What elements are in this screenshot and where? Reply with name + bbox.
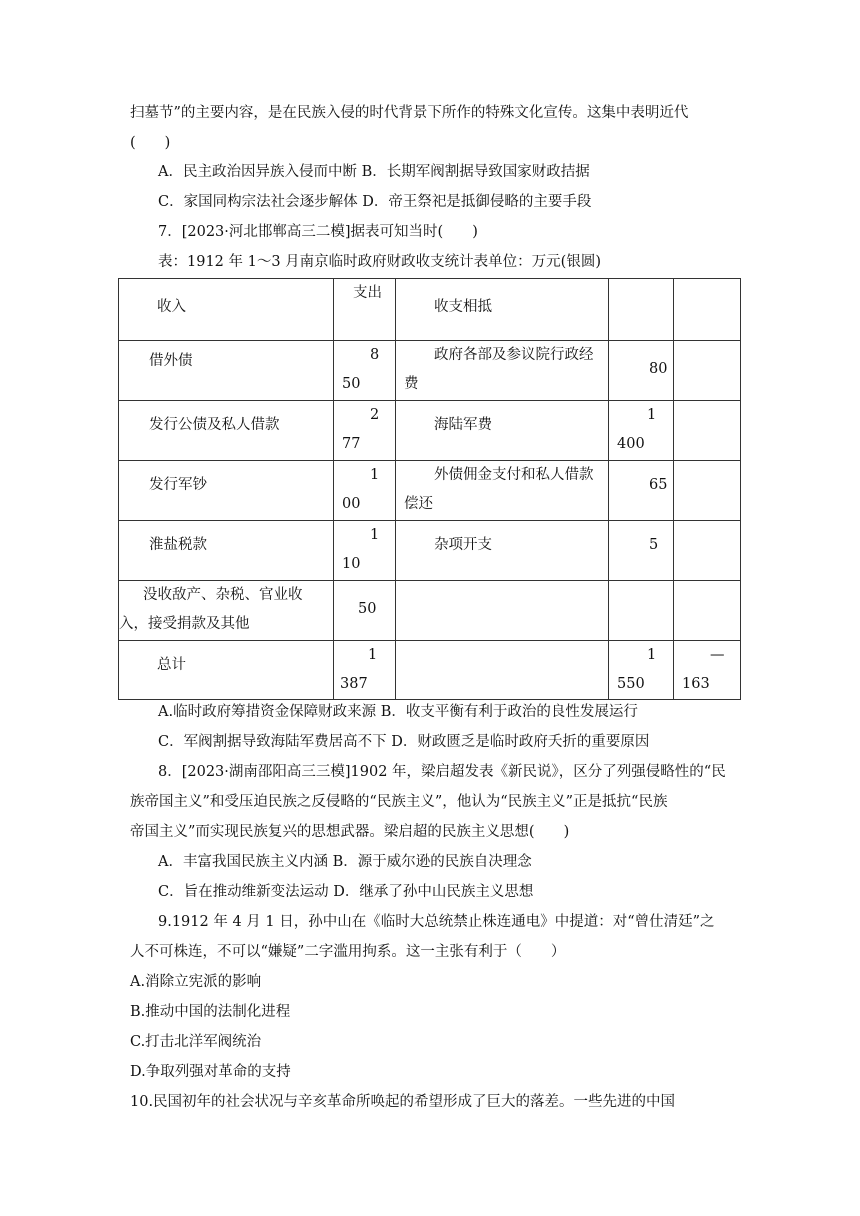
income-amount: 100	[342, 467, 380, 512]
option-line: A．民主政治因异族入侵而中断 B．长期军阀割据导致国家财政拮据	[158, 164, 590, 180]
income-item: 没收敌产、杂税、官业收入，接受捐款及其他	[119, 587, 303, 632]
option-line: A.临时政府筹措资金保障财政来源 B．收支平衡有利于政治的良性发展运行	[158, 704, 638, 720]
income-amount: 277	[342, 407, 380, 452]
paragraph-line: 帝国主义”而实现民族复兴的思想武器。梁启超的民族主义思想( )	[130, 824, 570, 840]
header-income: 收入	[157, 299, 186, 315]
option-line: B.推动中国的法制化进程	[130, 1004, 291, 1020]
header-balance: 收支相抵	[434, 299, 492, 315]
table-row	[119, 401, 741, 461]
question-stem: 8．[2023·湖南邵阳高三三模]1902 年，梁启超发表《新民说》，区分了列强侵略性的“民	[158, 764, 726, 780]
option-line: A．丰富我国民族主义内涵 B．源于威尔逊的民族自决理念	[158, 854, 532, 870]
option-line: A.消除立宪派的影响	[130, 974, 262, 990]
table-row	[119, 521, 741, 581]
expense-amount: 1400	[617, 407, 657, 452]
income-item: 借外债	[149, 353, 193, 369]
option-line: C．军阀割据导致海陆军费居高不下 D．财政匮乏是临时政府夭折的重要原因	[158, 734, 650, 750]
table-caption: 表：1912 年 1～3 月南京临时政府财政收支统计表单位：万元(银圆)	[158, 254, 601, 270]
paragraph-line: 族帝国主义”和受压迫民族之反侵略的“民族主义”，他认为“民族主义”正是抵抗“民族	[130, 794, 668, 810]
table-header-row	[119, 279, 741, 341]
expense-item: 杂项开支	[434, 537, 492, 553]
expense-amount: 80	[649, 361, 668, 377]
answer-blank: ( )	[130, 135, 171, 151]
income-amount: 110	[342, 527, 380, 572]
option-line: C．旨在推动维新变法运动 D．继承了孙中山民族主义思想	[158, 884, 534, 900]
income-amount: 850	[342, 347, 380, 392]
expense-item: 外债佣金支付和私人借款偿还	[404, 467, 594, 512]
table-row	[119, 581, 741, 641]
expense-amount: 65	[649, 477, 668, 493]
income-item: 发行军钞	[149, 477, 207, 493]
expense-amount: 5	[649, 537, 659, 553]
option-line: C.打击北洋军阀统治	[130, 1034, 262, 1050]
expense-item: 海陆军费	[434, 417, 492, 433]
total-label: 总计	[157, 657, 186, 673]
header-expense: 支出	[353, 285, 382, 301]
table-row	[119, 461, 741, 521]
paragraph-line: 人不可株连，不可以“嫌疑”二字滥用拘系。这一主张有利于（ ）	[130, 944, 566, 960]
question-stem: 10.民国初年的社会状况与辛亥革命所唤起的希望形成了巨大的落差。一些先进的中国	[130, 1094, 676, 1110]
option-line: C．家国同构宗法社会逐步解体 D．帝王祭祀是抵御侵略的主要手段	[158, 194, 592, 210]
option-line: D.争取列强对革命的支持	[130, 1064, 291, 1080]
total-income: 1387	[340, 647, 378, 692]
income-item: 淮盐税款	[149, 537, 207, 553]
question-stem: 7．[2023·河北邯郸高三二模]据表可知当时( )	[158, 224, 478, 240]
finance-table	[118, 278, 741, 700]
total-balance: —163	[682, 647, 725, 692]
income-item: 发行公债及私人借款	[149, 417, 280, 433]
paragraph-line: 扫墓节”的主要内容，是在民族入侵的时代背景下所作的特殊文化宣传。这集中表明近代	[130, 105, 689, 121]
total-expense: 1550	[617, 647, 657, 692]
income-amount: 50	[358, 601, 377, 617]
table-row	[119, 341, 741, 401]
question-stem: 9.1912 年 4 月 1 日，孙中山在《临时大总统禁止株连通电》中提道：对“曾仕清廷”之	[158, 914, 715, 930]
expense-item: 政府各部及参议院行政经费	[404, 347, 594, 392]
table-row-total	[119, 641, 741, 700]
